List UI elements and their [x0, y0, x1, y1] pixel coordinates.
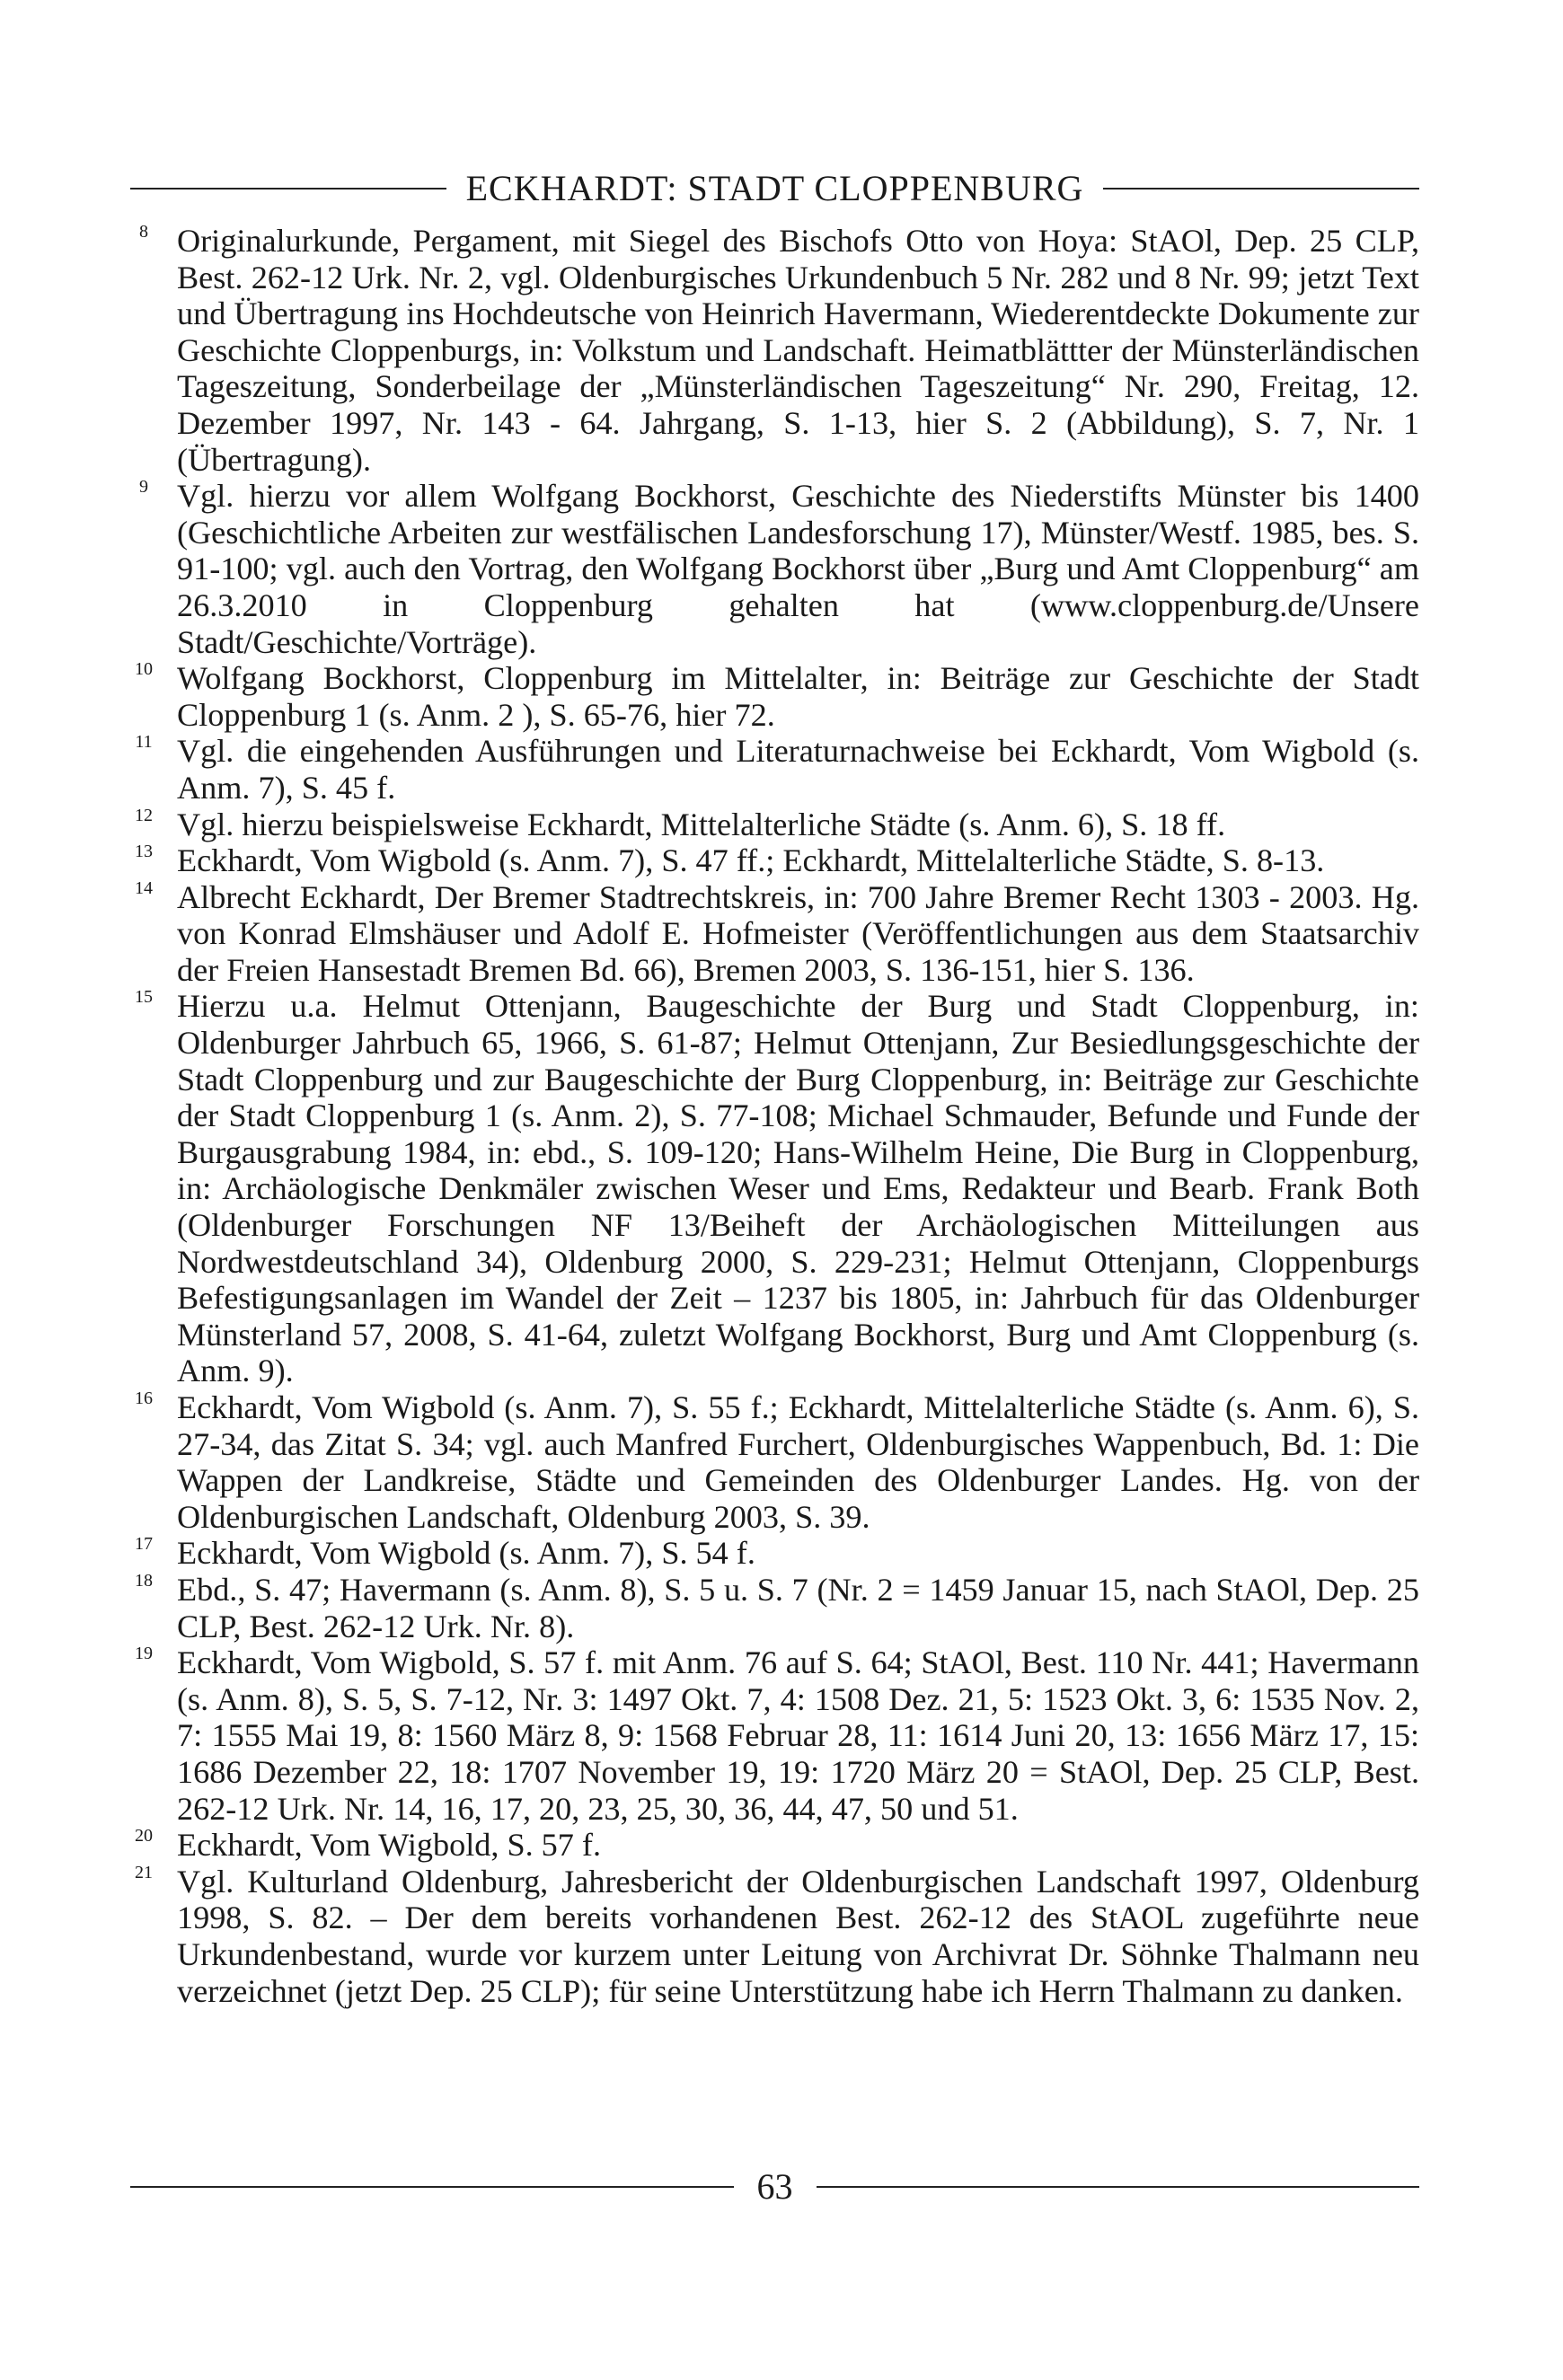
footnote-text: Ebd., S. 47; Havermann (s. Anm. 8), S. 5 u. S. 7 (Nr. 2 = 1459 Januar 15, nach StAOl, Dep. 25 CLP, Best. 262-12 Urk. Nr. 8). — [177, 1571, 1419, 1644]
footnote — [126, 1864, 1419, 2009]
footnote — [126, 807, 1419, 843]
footnote — [126, 223, 1419, 478]
footnote-number: 13 — [135, 842, 153, 862]
footnote-text: Eckhardt, Vom Wigbold, S. 57 f. — [177, 1827, 601, 1864]
footnote-number: 16 — [135, 1388, 153, 1408]
footnote-text: Vgl. die eingehenden Ausführungen und Literaturnachweise bei Eckhardt, Vom Wigbold (s. Anm. 7), S. 45 f. — [177, 733, 1419, 806]
footnote — [126, 1535, 1419, 1572]
footnote-number: 18 — [135, 1570, 153, 1591]
footnote-text: Vgl. hierzu vor allem Wolfgang Bockhorst, Geschichte des Niederstifts Münster bis 1400 (Geschichtliche Arbeiten zur westfälischen Landesforschung 17), Münster/Westf. 1985, bes. S. 91-100; vgl. auch den Vortrag, den Wolfgang Bockhorst über „Burg und Amt Cloppenburg“ am 26.3.2010 in Cloppenburg gehalten hat (www.cloppenburg.de/Unsere Stadt/Geschichte/Vorträge). — [177, 478, 1419, 660]
footnote-text: Originalurkunde, Pergament, mit Siegel des Bischofs Otto von Hoya: StAOl, Dep. 25 CLP, Best. 262-12 Urk. Nr. 2, vgl. Oldenburgisches Urkundenbuch 5 Nr. 282 und 8 Nr. 99; jetzt Text und Übertragung ins Hochdeutsche von Heinrich Havermann, Wiederentdeckte Dokumente zur Geschichte Cloppenburgs, in: Volkstum und Landschaft. Heimatblättter der Münsterländischen Tageszeitung, Sonderbeilage der „Münsterländischen Tageszeitung“ Nr. 290, Freitag, 12. Dezember 1997, Nr. 143 - 64. Jahrgang, S. 1-13, hier S. 2 (Abbildung), S. 7, Nr. 1 (Übertragung). — [177, 223, 1419, 478]
footnote — [126, 660, 1419, 733]
footnote — [126, 842, 1419, 879]
footnote — [126, 1827, 1419, 1864]
footnote — [126, 879, 1419, 989]
page-number: 63 — [756, 2166, 793, 2207]
footnote-text: Eckhardt, Vom Wigbold (s. Anm. 7), S. 55 f.; Eckhardt, Mittelalterliche Städte (s. Anm. 6), S. 27-34, das Zitat S. 34; vgl. auch Manfred Furchert, Oldenburgisches Wappenbuch, Bd. 1: Die Wappen der Landkreise, Städte und Gemeinden des Oldenburger Landes. Hg. von der Oldenburgischen Landschaft, Oldenburg 2003, S. 39. — [177, 1389, 1419, 1535]
page-footer — [130, 2164, 1419, 2209]
footnote-number: 9 — [139, 477, 148, 498]
footnote-text: Vgl. hierzu beispielsweise Eckhardt, Mittelalterliche Städte (s. Anm. 6), S. 18 ff. — [177, 806, 1226, 842]
header-rule-right — [1103, 188, 1419, 190]
footnote-number: 12 — [135, 805, 153, 825]
footnote-number: 8 — [139, 222, 148, 242]
footnote-number: 15 — [135, 987, 153, 1008]
footnote-text: Hierzu u.a. Helmut Ottenjann, Baugeschichte der Burg und Stadt Cloppenburg, in: Oldenburger Jahrbuch 65, 1966, S. 61-87; Helmut Ottenjann, Zur Besiedlungsgeschichte der Stadt Cloppenburg und zur Baugeschichte der Burg Cloppenburg, in: Beiträge zur Geschichte der Stadt Cloppenburg 1 (s. Anm. 2), S. 77-108; Michael Schmauder, Befunde und Funde der Burgausgrabung 1984, in: ebd., S. 109-120; Hans-Wilhelm Heine, Die Burg in Cloppenburg, in: Archäologische Denkmäler zwischen Weser und Ems, Redakteur und Bearb. Frank Both (Oldenburger Forschungen NF 13/Beiheft der Archäologischen Mitteilungen aus Nordwestdeutschland 34), Oldenburg 2000, S. 229-231; Helmut Ottenjann, Cloppenburgs Befestigungsanlagen im Wandel der Zeit – 1237 bis 1805, in: Jahrbuch für das Oldenburger Münsterland 57, 2008, S. 41-64, zuletzt Wolfgang Bockhorst, Burg und Amt Cloppenburg (s. Anm. 9). — [177, 988, 1419, 1389]
footnote-text: Wolfgang Bockhorst, Cloppenburg im Mittelalter, in: Beiträge zur Geschichte der Stadt Cloppenburg 1 (s. Anm. 2 ), S. 65-76, hier 72. — [177, 660, 1419, 733]
footnote — [126, 988, 1419, 1389]
footer-rule-left — [130, 2186, 734, 2188]
footnote — [126, 1644, 1419, 1827]
footnote-number: 11 — [135, 732, 153, 753]
footnote-number: 14 — [135, 877, 153, 898]
footnote-number: 21 — [135, 1862, 153, 1882]
footnote-text: Eckhardt, Vom Wigbold (s. Anm. 7), S. 47 ff.; Eckhardt, Mittelalterliche Städte, S. 8-13. — [177, 842, 1325, 879]
footnote — [126, 1572, 1419, 1644]
footnote-number: 10 — [135, 659, 153, 680]
footnote — [126, 1389, 1419, 1535]
footnote-number: 19 — [135, 1644, 153, 1664]
footnote-text: Albrecht Eckhardt, Der Bremer Stadtrechtskreis, in: 700 Jahre Bremer Recht 1303 - 2003. Hg. von Konrad Elmshäuser und Adolf E. Hofmeister (Veröffentlichungen aus dem Staatsarchiv der Freien Hansestadt Bremen Bd. 66), Bremen 2003, S. 136-151, hier S. 136. — [177, 878, 1419, 988]
footnote-text: Eckhardt, Vom Wigbold, S. 57 f. mit Anm. 76 auf S. 64; StAOl, Best. 110 Nr. 441; Havermann (s. Anm. 8), S. 5, S. 7-12, Nr. 3: 1497 Okt. 7, 4: 1508 Dez. 21, 5: 1523 Okt. 3, 6: 1535 Nov. 2, 7: 1555 Mai 19, 8: 1560 März 8, 9: 1568 Februar 28, 11: 1614 Juni 20, 13: 1656 März 17, 15: 1686 Dezember 22, 18: 1707 November 19, 19: 1720 März 20 = StAOl, Dep. 25 CLP, Best. 262-12 Urk. Nr. 14, 16, 17, 20, 23, 25, 30, 36, 44, 47, 50 und 51. — [177, 1644, 1419, 1827]
footnote-text: Vgl. Kulturland Oldenburg, Jahresbericht der Oldenburgischen Landschaft 1997, Oldenburg 1998, S. 82. – Der dem bereits vorhandenen Best. 262-12 des StAOL zugeführte neue Urkundenbestand, wurde vor kurzem unter Leitung von Archivrat Dr. Söhnke Thalmann neu verzeichnet (jetzt Dep. 25 CLP); für seine Unterstützung habe ich Herrn Thalmann zu danken. — [177, 1863, 1419, 2009]
running-head-title: ECKHARDT: STADT CLOPPENBURG — [465, 168, 1084, 208]
running-head — [130, 166, 1419, 211]
header-rule-left — [130, 188, 446, 190]
footnote-text: Eckhardt, Vom Wigbold (s. Anm. 7), S. 54 f. — [177, 1535, 755, 1572]
footnote-number: 20 — [135, 1826, 153, 1847]
footnote — [126, 733, 1419, 806]
footnote-list — [126, 223, 1419, 2009]
footnote — [126, 478, 1419, 660]
footer-rule-right — [817, 2186, 1420, 2188]
footnote-number: 17 — [135, 1534, 153, 1555]
